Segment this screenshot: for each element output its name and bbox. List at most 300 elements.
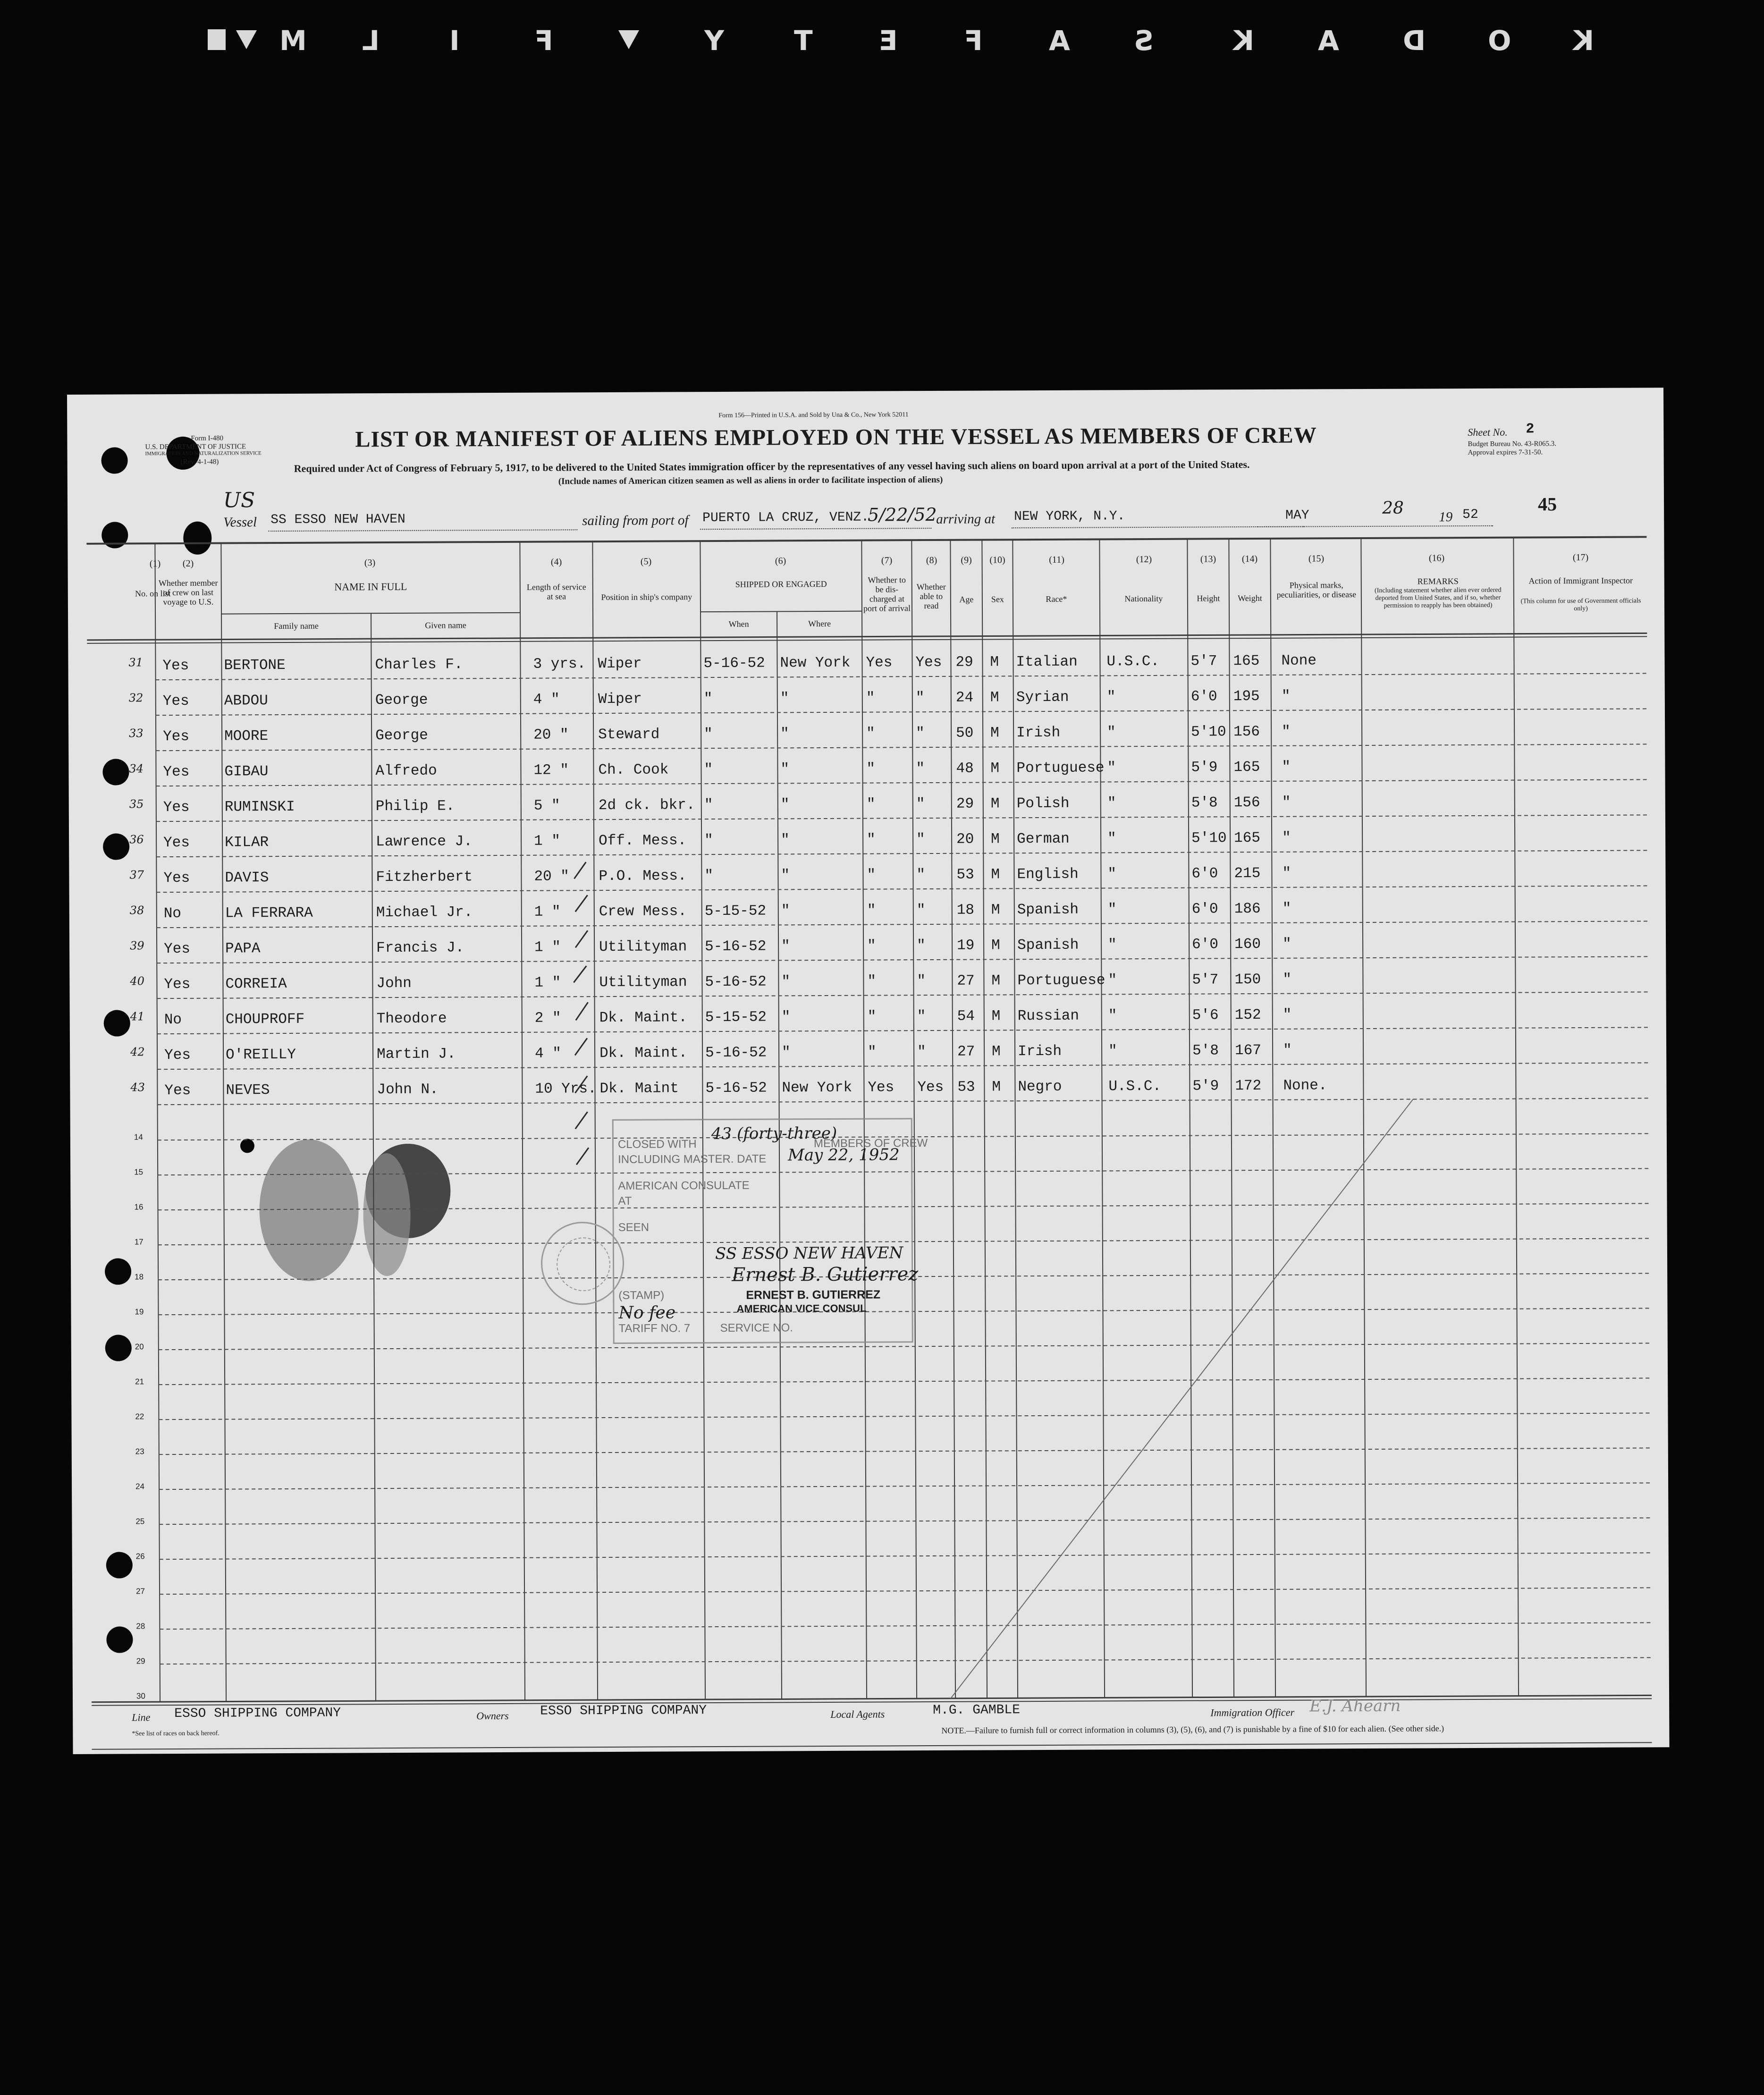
- length-cell: 5 ": [533, 797, 560, 814]
- weight-cell: 165: [1233, 652, 1260, 670]
- discharged-cell: ": [866, 796, 876, 813]
- height-cell: 5'6: [1192, 1007, 1219, 1024]
- nationality-cell: ": [1108, 937, 1117, 954]
- col-num: (8): [926, 555, 937, 566]
- age-cell: 48: [956, 760, 974, 777]
- age-cell: 19: [957, 937, 975, 954]
- discharged-cell: Yes: [868, 1079, 895, 1096]
- arrival-port: NEW YORK, N.Y.: [1014, 509, 1125, 524]
- when-cell: 5-16-52: [705, 938, 767, 955]
- row-number: 35: [129, 797, 144, 811]
- film-edge-triangle: [618, 30, 639, 49]
- last-voyage-cell: Yes: [163, 728, 190, 745]
- row-number: 39: [130, 939, 144, 953]
- nationality-cell: ": [1107, 830, 1116, 847]
- line-value: ESSO SHIPPING COMPANY: [174, 1706, 341, 1722]
- race-cell: Irish: [1018, 1043, 1062, 1060]
- header-read: Whether able to read: [916, 582, 946, 611]
- position-cell: Ch. Cook: [598, 761, 669, 779]
- age-cell: 29: [955, 654, 973, 671]
- age-cell: 24: [955, 689, 974, 706]
- col-num: (11): [1049, 554, 1064, 565]
- read-cell: ": [917, 1044, 926, 1061]
- position-cell: Dk. Maint.: [599, 1045, 688, 1062]
- length-cell: 3 yrs.: [533, 656, 586, 673]
- race-cell: Irish: [1016, 724, 1061, 742]
- family-name-cell: GIBAU: [224, 763, 269, 780]
- last-voyage-cell: Yes: [164, 1047, 191, 1064]
- races-note: *See list of races on back hereof.: [132, 1730, 219, 1738]
- height-cell: 5'10: [1191, 724, 1226, 741]
- when-cell: 5-16-52: [705, 1044, 767, 1062]
- race-cell: German: [1017, 830, 1070, 848]
- read-cell: ": [916, 831, 925, 848]
- length-cell: 4 ": [535, 1045, 561, 1062]
- stamp-members: MEMBERS OF CREW: [813, 1137, 928, 1150]
- nationality-cell: ": [1107, 901, 1117, 918]
- age-cell: 20: [956, 831, 974, 848]
- weight-cell: 156: [1233, 723, 1260, 741]
- page-title: LIST OR MANIFEST OF ALIENS EMPLOYED ON THE VESSEL AS MEMBERS OF CREW: [355, 422, 1317, 452]
- header-nationality: Nationality: [1124, 593, 1163, 604]
- film-letter: A: [1317, 25, 1339, 57]
- nationality-cell: ": [1108, 1043, 1117, 1060]
- header-where: Where: [808, 618, 831, 629]
- where-cell: ": [780, 796, 790, 813]
- height-cell: 5'8: [1191, 794, 1218, 811]
- weight-cell: 195: [1233, 688, 1260, 705]
- col-num: (3): [364, 558, 376, 568]
- race-cell: Polish: [1016, 795, 1070, 812]
- form-revision: (Rev. 4-1-48): [180, 458, 219, 466]
- sailing-date: 5/22/52: [868, 504, 937, 525]
- blank-row-number: 20: [135, 1342, 144, 1352]
- arriving-label: arriving at: [936, 511, 996, 527]
- col-num: (14): [1241, 553, 1258, 565]
- position-cell: Off. Mess.: [599, 832, 687, 850]
- sex-cell: M: [990, 760, 1000, 777]
- family-name-cell: O'REILLY: [226, 1046, 296, 1064]
- blank-row-number: 21: [135, 1377, 144, 1386]
- col-num: (1): [149, 558, 161, 569]
- sex-cell: M: [992, 1079, 1001, 1096]
- sex-cell: M: [991, 937, 1000, 954]
- blank-row-number: 24: [135, 1482, 145, 1491]
- where-cell: ": [781, 938, 790, 955]
- nationality-cell: ": [1106, 689, 1116, 706]
- stamp-count: 43 (forty-three): [711, 1124, 837, 1144]
- family-name-cell: DAVIS: [225, 870, 269, 887]
- last-voyage-cell: Yes: [163, 870, 190, 887]
- year-prefix: 19: [1439, 509, 1453, 525]
- row-number: 41: [130, 1010, 145, 1023]
- col-num: (5): [640, 556, 652, 567]
- when-cell: ": [704, 797, 713, 814]
- length-cell: 1 ": [534, 974, 561, 991]
- position-cell: Wiper: [598, 655, 642, 673]
- physical-cell: ": [1282, 794, 1291, 811]
- race-cell: Portuguese: [1017, 972, 1106, 989]
- age-cell: 50: [956, 725, 974, 742]
- vessel-label: Vessel: [223, 515, 257, 530]
- col-num: (4): [550, 557, 562, 567]
- arrival-month: MAY: [1285, 508, 1309, 523]
- position-cell: Utilityman: [599, 974, 687, 991]
- weight-cell: 160: [1234, 936, 1261, 953]
- film-letter: F: [963, 25, 983, 57]
- col-num: (15): [1308, 553, 1325, 564]
- stamp-closed: CLOSED WITH: [617, 1138, 697, 1151]
- physical-cell: ": [1283, 1042, 1292, 1059]
- read-cell: Yes: [917, 1079, 944, 1096]
- given-name-cell: Philip E.: [375, 798, 455, 815]
- family-name-cell: MOORE: [224, 728, 269, 745]
- sex-cell: M: [991, 902, 1000, 919]
- film-edge-square: [208, 29, 226, 50]
- approval-expiry: Approval expires 7-31-50.: [1468, 448, 1543, 457]
- film-letter: F: [533, 25, 553, 57]
- film-letter: T: [793, 25, 813, 57]
- nationality-cell: ": [1108, 1007, 1117, 1024]
- col-num: (16): [1428, 553, 1445, 564]
- given-name-cell: Charles F.: [375, 656, 463, 674]
- owners-value: ESSO SHIPPING COMPANY: [540, 1703, 707, 1719]
- nationality-cell: ": [1107, 866, 1117, 883]
- row-number: 43: [130, 1081, 145, 1094]
- last-voyage-cell: Yes: [163, 799, 190, 816]
- sex-cell: M: [991, 972, 1001, 989]
- col-num: (9): [961, 555, 972, 566]
- given-name-cell: Fitzherbert: [376, 869, 473, 886]
- read-cell: ": [917, 1008, 926, 1025]
- read-cell: ": [916, 725, 925, 742]
- agents-value: M.G. GAMBLE: [933, 1703, 1021, 1718]
- header-sex: Sex: [991, 594, 1004, 604]
- race-cell: Russian: [1017, 1007, 1080, 1025]
- when-cell: ": [703, 691, 713, 708]
- film-letter: O: [1487, 25, 1511, 57]
- discharged-cell: Yes: [866, 654, 893, 671]
- weight-cell: 172: [1235, 1077, 1262, 1095]
- family-name-cell: BERTONE: [224, 657, 286, 674]
- sex-cell: M: [991, 866, 1000, 883]
- weight-cell: 186: [1234, 900, 1261, 918]
- discharged-cell: ": [866, 760, 876, 777]
- when-cell: ": [704, 726, 713, 743]
- height-cell: 5'9: [1191, 759, 1218, 776]
- row-number: 36: [129, 833, 144, 846]
- length-cell: 1 ": [534, 939, 561, 956]
- row-number: 31: [128, 656, 143, 669]
- blank-row-number: 29: [136, 1656, 145, 1666]
- where-cell: ": [780, 726, 789, 743]
- officer-signature: E.J. Ahearn: [1309, 1696, 1401, 1716]
- height-cell: 6'0: [1190, 688, 1217, 705]
- header-position: Position in ship's company: [601, 592, 692, 602]
- film-letter: D: [1402, 25, 1426, 57]
- row-number: 37: [129, 868, 144, 882]
- header-height: Height: [1197, 593, 1220, 603]
- blank-row-number: 14: [134, 1132, 143, 1142]
- height-cell: 6'0: [1191, 865, 1218, 882]
- nationality-cell: U.S.C.: [1106, 653, 1160, 670]
- length-cell: 10 Yrs.: [535, 1081, 597, 1098]
- manifest-sheet: [67, 388, 1670, 1754]
- service-name: IMMIGRATION AND NATURALIZATION SERVICE: [145, 450, 262, 457]
- race-cell: Spanish: [1017, 937, 1079, 954]
- where-cell: ": [781, 973, 791, 990]
- read-cell: ": [916, 796, 925, 813]
- form-number: Form I-480: [191, 434, 224, 442]
- given-name-cell: Francis J.: [376, 939, 464, 957]
- height-cell: 6'0: [1191, 901, 1218, 918]
- stamp-vessel: SS ESSO NEW HAVEN: [715, 1243, 903, 1264]
- weight-cell: 165: [1233, 759, 1260, 776]
- consul-name: ERNEST B. GUTIERREZ: [746, 1288, 881, 1302]
- position-cell: Dk. Maint.: [599, 1009, 687, 1027]
- film-letter: K: [1232, 25, 1254, 57]
- discharged-cell: ": [867, 902, 876, 919]
- where-cell: ": [780, 690, 789, 707]
- col-num: (6): [775, 556, 786, 566]
- family-name-cell: NEVES: [226, 1082, 270, 1099]
- film-letter: K: [1572, 25, 1594, 57]
- where-cell: New York: [782, 1079, 852, 1097]
- blank-row-number: 15: [134, 1167, 143, 1177]
- header-age: Age: [959, 594, 974, 604]
- header-given-name: Given name: [425, 620, 466, 630]
- nationality-cell: U.S.C.: [1108, 1078, 1162, 1095]
- sex-cell: M: [991, 831, 1000, 848]
- header-physical: Physical marks, peculiarities, or disease: [1276, 580, 1357, 600]
- blank-row-number: 25: [135, 1517, 145, 1526]
- read-cell: ": [916, 902, 926, 919]
- weight-cell: 215: [1234, 865, 1261, 882]
- stamp-date: May 22, 1952: [787, 1145, 900, 1165]
- stamp-word: (STAMP): [618, 1289, 665, 1302]
- when-cell: 5-15-52: [705, 1009, 767, 1026]
- sailing-label: sailing from port of: [582, 513, 689, 529]
- col-num: (2): [182, 558, 194, 569]
- sheet-label: Sheet No.: [1468, 426, 1508, 439]
- height-cell: 5'8: [1192, 1042, 1219, 1059]
- sex-cell: M: [990, 795, 1000, 812]
- header-action-note: (This column for use of Government officials only): [1520, 597, 1641, 613]
- family-name-cell: CORREIA: [225, 975, 287, 993]
- given-name-cell: George: [375, 727, 428, 744]
- given-name-cell: Theodore: [376, 1010, 447, 1028]
- col-num: (13): [1200, 554, 1216, 565]
- last-voyage-cell: Yes: [164, 976, 191, 993]
- when-cell: 5-16-52: [705, 973, 767, 991]
- header-name-in-full: NAME IN FULL: [334, 580, 407, 593]
- weight-cell: 152: [1234, 1006, 1261, 1024]
- length-cell: 2 ": [534, 1010, 561, 1027]
- age-cell: 29: [956, 795, 974, 812]
- col-num: (7): [881, 555, 893, 566]
- read-cell: ": [915, 690, 925, 707]
- department: U.S. DEPARTMENT OF JUSTICE: [145, 443, 246, 451]
- physical-cell: None.: [1283, 1077, 1327, 1094]
- discharged-cell: ": [867, 938, 876, 955]
- when-cell: 5-16-52: [703, 655, 765, 672]
- discharged-cell: ": [866, 690, 875, 707]
- nationality-cell: ": [1107, 724, 1116, 741]
- header-last-voyage: Whether member of crew on last voyage to U.S.: [158, 578, 218, 607]
- given-name-cell: Alfredo: [375, 762, 437, 780]
- header-no-on-list: No. on list: [135, 589, 171, 599]
- height-cell: 5'10: [1191, 830, 1227, 847]
- last-voyage-cell: Yes: [164, 940, 191, 958]
- blank-row-number: 18: [135, 1272, 144, 1282]
- read-cell: ": [917, 973, 926, 990]
- position-cell: Steward: [598, 726, 660, 743]
- race-cell: Syrian: [1016, 689, 1069, 706]
- length-cell: 20 ": [533, 726, 569, 743]
- row-number: 42: [130, 1045, 145, 1059]
- stamp-including: INCLUDING MASTER. DATE: [618, 1152, 767, 1166]
- consul-signature: Ernest B. Gutierrez: [732, 1263, 919, 1286]
- col-num: (12): [1136, 554, 1152, 565]
- weight-cell: 156: [1233, 794, 1260, 811]
- header-remarks-note: (Including statement whether alien ever ordered deported from United States, and if so, whether permission to reapply has been obtained): [1374, 586, 1502, 609]
- sex-cell: M: [991, 1008, 1001, 1025]
- physical-cell: ": [1282, 723, 1291, 740]
- position-cell: Wiper: [598, 691, 642, 708]
- read-cell: Yes: [915, 654, 942, 671]
- when-cell: ": [704, 761, 713, 778]
- film-letter: A: [1048, 25, 1070, 57]
- col-num: (10): [989, 555, 1005, 566]
- position-cell: Crew Mess.: [599, 903, 687, 921]
- where-cell: ": [781, 903, 790, 920]
- read-cell: ": [917, 938, 926, 955]
- stamp-service: SERVICE NO.: [720, 1321, 793, 1335]
- given-name-cell: Martin J.: [377, 1046, 456, 1063]
- height-cell: 5'7: [1190, 653, 1217, 670]
- physical-cell: ": [1282, 829, 1291, 846]
- race-cell: English: [1017, 866, 1079, 883]
- physical-cell: None: [1281, 652, 1317, 669]
- budget-bureau: Budget Bureau No. 43-R065.3.: [1468, 440, 1557, 448]
- given-name-cell: Michael Jr.: [376, 904, 473, 921]
- family-name-cell: LA FERRARA: [225, 904, 313, 922]
- sheet-number: 2: [1526, 421, 1535, 438]
- height-cell: 5'7: [1192, 971, 1219, 988]
- discharged-cell: ": [867, 973, 877, 990]
- age-cell: 18: [956, 902, 975, 919]
- race-cell: Negro: [1018, 1078, 1062, 1096]
- discharged-cell: ": [867, 831, 876, 848]
- header-action: Action of Immigrant Inspector: [1528, 575, 1633, 586]
- film-letter: S: [1133, 25, 1154, 57]
- when-cell: 5-15-52: [704, 903, 767, 920]
- blank-row-number: 30: [136, 1691, 145, 1701]
- discharged-cell: ": [867, 867, 876, 884]
- row-number: 38: [129, 904, 144, 917]
- last-voyage-cell: Yes: [163, 834, 190, 852]
- stamp-tariff: TARIFF NO. 7: [618, 1322, 691, 1335]
- read-cell: ": [916, 867, 926, 884]
- header-when: When: [728, 619, 749, 629]
- when-cell: ": [704, 832, 713, 849]
- discharged-cell: ": [868, 1044, 877, 1061]
- physical-cell: ": [1282, 759, 1291, 776]
- vessel-name: SS ESSO NEW HAVEN: [270, 512, 405, 528]
- sex-cell: M: [990, 654, 999, 671]
- where-cell: ": [781, 832, 790, 849]
- physical-cell: ": [1283, 936, 1291, 953]
- where-cell: ": [781, 1009, 791, 1026]
- row-number: 34: [129, 762, 144, 776]
- family-name-cell: PAPA: [225, 940, 261, 957]
- blank-row-number: 27: [136, 1587, 145, 1596]
- position-cell: 2d ck. bkr.: [598, 797, 695, 814]
- height-cell: 5'9: [1192, 1078, 1219, 1095]
- given-name-cell: George: [375, 692, 428, 709]
- blank-row-number: 28: [136, 1622, 145, 1631]
- header-shipped: SHIPPED OR ENGAGED: [735, 579, 827, 589]
- discharged-cell: ": [867, 1008, 877, 1025]
- when-cell: 5-16-52: [705, 1080, 767, 1097]
- port-of-sailing: PUERTO LA CRUZ, VENZ.: [702, 510, 869, 526]
- line-label: Line: [132, 1711, 151, 1723]
- read-cell: ": [916, 760, 925, 777]
- us-mark: US: [223, 488, 255, 513]
- header-weight: Weight: [1238, 593, 1262, 603]
- sex-cell: M: [990, 725, 999, 742]
- required-statement: Required under Act of Congress of February 5, 1917, to be delivered to the United States immigration officer by the representatives of any vessel having such aliens on board upon arrival at a port of the United States.: [294, 458, 1250, 474]
- length-cell: 20 ": [534, 868, 569, 885]
- year-suffix: 52: [1462, 507, 1478, 523]
- blank-row-number: 26: [135, 1552, 145, 1561]
- row-number: 32: [128, 691, 143, 705]
- age-cell: 53: [957, 1079, 975, 1096]
- race-cell: Italian: [1016, 653, 1078, 671]
- length-cell: 12 ": [533, 762, 569, 779]
- age-cell: 27: [957, 972, 975, 989]
- film-letter: M: [279, 25, 307, 57]
- officer-label: Immigration Officer: [1210, 1706, 1295, 1719]
- film-letter: E: [878, 25, 898, 57]
- weight-cell: 150: [1234, 971, 1261, 988]
- include-statement: (Include names of American citizen seamen as well as aliens in order to facilitate inspection of aliens): [558, 474, 943, 487]
- stamp-consulate: AMERICAN CONSULATE: [618, 1179, 750, 1192]
- blank-row-number: 19: [135, 1307, 144, 1317]
- header-race: Race*: [1046, 594, 1067, 604]
- given-name-cell: John: [376, 975, 412, 992]
- given-name-cell: John N.: [377, 1081, 439, 1098]
- nationality-cell: ": [1108, 972, 1117, 989]
- when-cell: ": [704, 868, 714, 885]
- sex-cell: M: [990, 689, 999, 706]
- blank-row-number: 22: [135, 1412, 144, 1421]
- footer-note: NOTE.—Failure to furnish full or correct information in columns (3), (5), (6), and (7) is punishable by a fine of $10 for each alien. (See other side.): [941, 1723, 1444, 1735]
- last-voyage-cell: Yes: [163, 763, 190, 781]
- where-cell: New York: [780, 654, 851, 672]
- physical-cell: ": [1283, 971, 1292, 988]
- physical-cell: ": [1282, 865, 1291, 882]
- last-voyage-cell: Yes: [162, 693, 189, 710]
- col-num: (17): [1572, 552, 1589, 563]
- height-cell: 6'0: [1192, 936, 1218, 953]
- arrival-day: 28: [1382, 498, 1404, 518]
- page-number: 45: [1537, 493, 1557, 515]
- length-cell: 4 ": [533, 691, 560, 708]
- age-cell: 27: [957, 1043, 975, 1060]
- row-number: 33: [129, 726, 143, 740]
- owners-label: Owners: [476, 1709, 509, 1722]
